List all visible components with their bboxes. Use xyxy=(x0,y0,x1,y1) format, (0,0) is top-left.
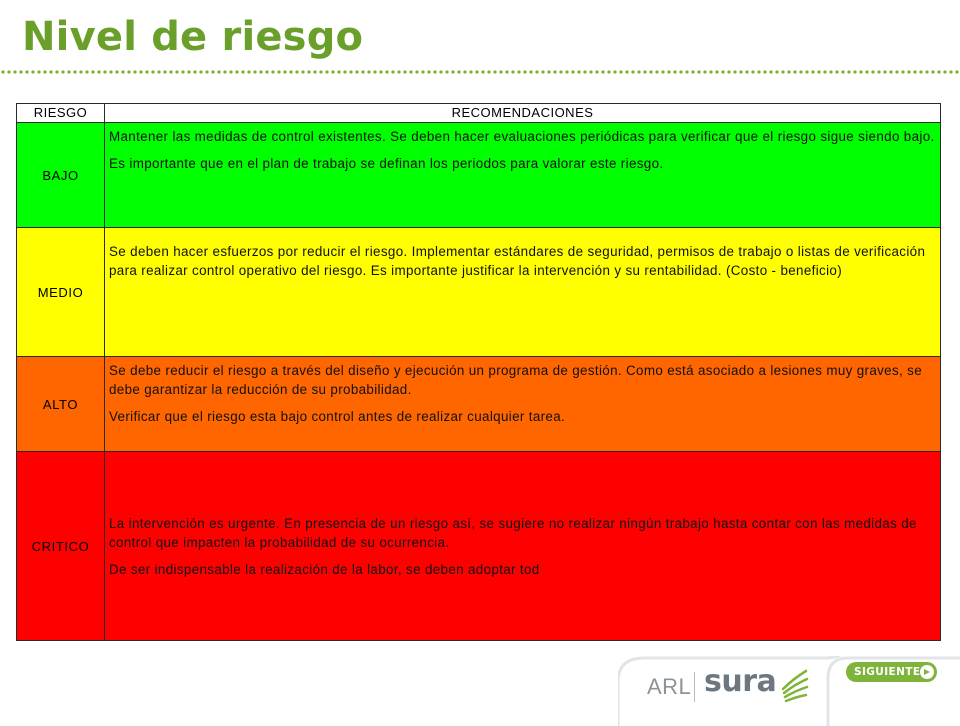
risk-table xyxy=(16,103,941,641)
title-divider xyxy=(0,70,960,74)
next-button[interactable] xyxy=(846,662,937,682)
table-row xyxy=(17,452,941,641)
recommendation-text: Mantener las medidas de control existentes. Se deben hacer evaluaciones periódicas para verificar que el riesgo sigue siendo bajo. xyxy=(109,129,935,144)
recommendation-text: Se deben hacer esfuerzos por reducir el riesgo. Implementar estándares de seguridad, permisos de trabajo o listas de verificación para realizar control operativo del riesgo. Es importante justificar la intervención y su rentabilidad. (Costo - beneficio) xyxy=(109,244,926,278)
recommendation-text: De ser indispensable la realización de la labor, se deben adoptar tod xyxy=(109,561,540,577)
table-row xyxy=(17,228,941,357)
table-header-row xyxy=(17,104,941,123)
header-recomendaciones: RECOMENDACIONES xyxy=(105,104,941,123)
sura-wave-icon xyxy=(780,667,810,705)
header-riesgo: RIESGO xyxy=(17,104,105,123)
brand-logo: sura xyxy=(704,664,777,699)
recommendation-text: La intervención es urgente. En presencia de un riesgo así, se sugiere no realizar ningún trabajo hasta contar con las medidas de control que impacten la probabilidad de su ocurrencia. xyxy=(109,515,917,550)
risk-level-alto: ALTO xyxy=(17,357,105,452)
risk-level-bajo: BAJO xyxy=(17,123,105,228)
page-title: Nivel de riesgo xyxy=(22,14,364,60)
risk-level-medio: MEDIO xyxy=(17,228,105,357)
next-button-label: SIGUIENTE xyxy=(854,666,921,678)
recommendation-critico xyxy=(105,452,941,641)
recommendation-text: Verificar que el riesgo esta bajo control antes de realizar cualquier tarea. xyxy=(109,409,566,424)
table-row xyxy=(17,357,941,452)
recommendation-text: Es importante que en el plan de trabajo se definan los periodos para valorar este riesgo. xyxy=(109,156,664,171)
recommendation-alto xyxy=(105,357,941,452)
brand-separator xyxy=(694,672,695,702)
chevron-right-icon xyxy=(920,665,934,679)
recommendation-text: Se debe reducir el riesgo a través del diseño y ejecución un programa de gestión. Como está asociado a lesiones muy graves, se debe garantizar la reducción de su probabilidad. xyxy=(109,363,923,397)
recommendation-medio xyxy=(105,228,941,357)
brand-prefix: ARL xyxy=(647,674,692,699)
recommendation-bajo xyxy=(105,123,941,228)
table-row xyxy=(17,123,941,228)
risk-level-critico: CRITICO xyxy=(17,452,105,641)
